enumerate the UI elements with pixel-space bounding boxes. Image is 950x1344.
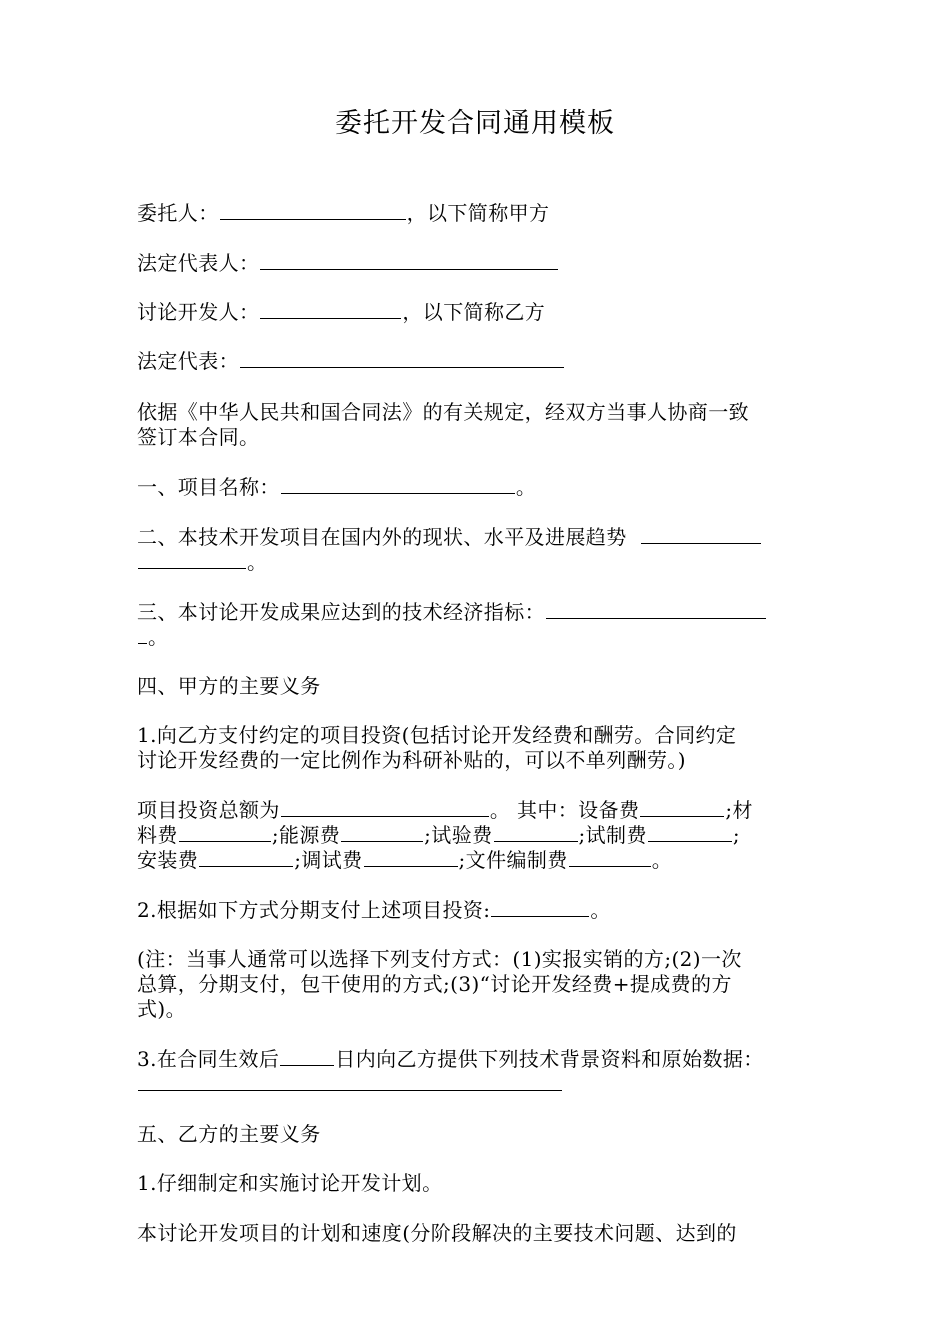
document-title: 委托开发合同通用模板 (335, 108, 615, 139)
section-3-blank-2 (138, 625, 147, 644)
section-3-end: 。 (148, 625, 169, 649)
section-5-heading: 五、乙方的主要义务 (137, 1122, 321, 1146)
section-1 (137, 474, 536, 500)
section-2-line-1 (137, 524, 762, 550)
section-4-2-end: 。 (590, 898, 611, 922)
background-data-blank (138, 1072, 562, 1091)
client-rep-label: 法定代表人： (137, 251, 260, 275)
investment-total-label: 项目投资总额为 (137, 798, 280, 822)
install-fee-blank (199, 848, 293, 867)
section-5-1: 1.仔细制定和实施讨论开发计划。 (137, 1171, 443, 1195)
investment-total-blank (281, 798, 489, 817)
developer-blank (260, 300, 401, 319)
investment-line-1 (137, 797, 753, 823)
debug-fee-label: ;调试费 (294, 848, 363, 872)
trial-fee-end: ; (732, 823, 740, 847)
section-4-3-line-1 (137, 1046, 764, 1072)
trial-fee-label: ;试制费 (578, 823, 647, 847)
install-fee-label: 安装费 (137, 848, 199, 872)
developer-rep-blank (240, 349, 564, 368)
section-1-label: 一、项目名称： (137, 475, 280, 499)
investment-line-3 (137, 847, 672, 873)
energy-fee-blank (341, 823, 423, 842)
client-suffix: ，以下简称甲方 (406, 201, 550, 225)
doc-fee-blank (569, 848, 651, 867)
section-4-3-label: 3.在合同生效后 (137, 1047, 280, 1071)
developer-rep-line (137, 348, 565, 374)
section-2-line-2 (137, 549, 267, 575)
payment-method-blank (491, 898, 589, 917)
section-3-line-1 (137, 599, 767, 625)
test-fee-blank (494, 823, 578, 842)
investment-line-2 (137, 822, 740, 848)
section-2-end: 。 (247, 550, 268, 574)
section-2-blank-2 (138, 550, 246, 569)
section-2-text: 二、本技术开发项目在国内外的现状、水平及进展趋势 (137, 525, 627, 549)
material-fee-label-end: 料费 (137, 823, 178, 847)
energy-fee-label: ;能源费 (271, 823, 341, 847)
equipment-fee-label: 。 其中：设备费 (489, 798, 640, 822)
section-3-blank-1 (546, 600, 766, 619)
trial-fee-blank (648, 823, 732, 842)
project-name-blank (281, 475, 515, 494)
section-4-1-line-1: 1.向乙方支付约定的项目投资(包括讨论开发经费和酬劳。合同约定 (137, 723, 737, 747)
intro-line-1: 依据《中华人民共和国合同法》的有关规定，经双方当事人协商一致 (137, 400, 749, 424)
days-blank (280, 1047, 334, 1066)
developer-label: 讨论开发人： (137, 300, 260, 324)
section-4-heading: 四、甲方的主要义务 (137, 674, 321, 698)
section-4-2 (137, 897, 611, 923)
debug-fee-blank (364, 848, 458, 867)
equipment-fee-blank (640, 798, 724, 817)
intro-line-2: 签订本合同。 (137, 425, 260, 449)
section-3-text: 三、本讨论开发成果应达到的技术经济指标： (137, 600, 545, 624)
section-5-plan: 本讨论开发项目的计划和速度(分阶段解决的主要技术问题、达到的 (137, 1221, 737, 1245)
client-label: 委托人： (137, 201, 219, 225)
material-fee-label-start: ;材 (725, 798, 753, 822)
note-line-1: (注：当事人通常可以选择下列支付方式：(1)实报实销的方;(2)一次 (137, 947, 742, 971)
section-4-1-line-2: 讨论开发经费的一定比例作为科研补贴的，可以不单列酬劳。) (137, 748, 687, 772)
client-rep-blank (260, 251, 558, 270)
developer-rep-label: 法定代表： (137, 349, 239, 373)
developer-line (137, 299, 545, 325)
note-line-3: 式)。 (137, 997, 187, 1021)
investment-end: 。 (651, 848, 673, 872)
section-4-3-line-2 (137, 1071, 563, 1097)
client-line (137, 200, 549, 226)
client-blank (220, 201, 406, 220)
section-3-line-2 (137, 624, 168, 650)
developer-suffix: ，以下简称乙方 (402, 300, 546, 324)
doc-fee-label: ;文件编制费 (458, 848, 568, 872)
note-line-2: 总算，分期支付，包干使用的方式;(3)“讨论开发经费+提成费的方 (137, 972, 732, 996)
client-rep-line (137, 250, 559, 276)
material-fee-blank (179, 823, 271, 842)
section-1-end: 。 (515, 475, 537, 499)
section-2-blank-1 (641, 525, 761, 544)
test-fee-label: ;试验费 (424, 823, 493, 847)
section-4-2-label: 2.根据如下方式分期支付上述项目投资: (137, 898, 491, 922)
section-4-3-text: 日内向乙方提供下列技术背景资料和原始数据： (335, 1047, 764, 1071)
